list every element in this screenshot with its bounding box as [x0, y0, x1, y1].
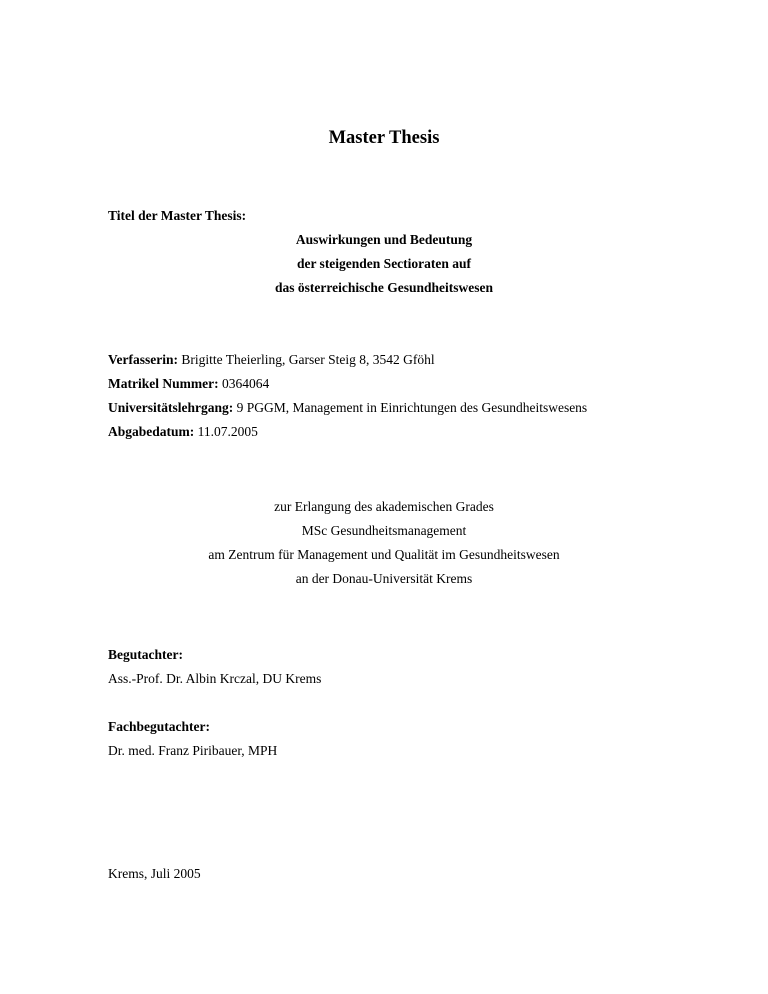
detail-row-author	[108, 352, 435, 368]
thesis-title-line: Auswirkungen und Bedeutung	[295, 232, 473, 247]
detail-row-submission-date	[108, 424, 258, 440]
thesis-title-line: der steigenden Sectioraten auf	[296, 256, 472, 271]
page-title: Master Thesis	[328, 128, 440, 148]
place-date: Krems, Juli 2005	[108, 866, 201, 881]
detail-row-matriculation	[108, 376, 269, 392]
thesis-title-label: Titel der Master Thesis:	[108, 208, 247, 223]
thesis-title-line: das österreichische Gesundheitswesen	[275, 280, 493, 295]
detail-label: Matrikel Nummer:	[108, 376, 219, 391]
detail-value: 9 PGGM, Management in Einrichtungen des Gesundheitswesens	[233, 400, 588, 415]
detail-label: Verfasserin:	[108, 352, 178, 367]
specialist-reviewer-label: Fachbegutachter:	[108, 719, 210, 734]
degree-line: am Zentrum für Management und Qualität im Gesundheitswesen	[208, 547, 560, 562]
detail-value: 0364064	[218, 376, 270, 391]
detail-label: Abgabedatum:	[108, 424, 195, 439]
specialist-reviewer-name: Dr. med. Franz Piribauer, MPH	[108, 743, 278, 758]
reviewer-name: Ass.-Prof. Dr. Albin Krczal, DU Krems	[108, 671, 322, 686]
degree-line: zur Erlangung des akademischen Grades	[274, 499, 494, 514]
detail-value: 11.07.2005	[194, 424, 258, 439]
reviewer-label: Begutachter:	[108, 647, 183, 662]
detail-value: Brigitte Theierling, Garser Steig 8, 3542 Gföhl	[178, 352, 435, 367]
degree-line: MSc Gesundheitsmanagement	[301, 523, 467, 538]
detail-label: Universitätslehrgang:	[108, 400, 234, 415]
degree-line: an der Donau-Universität Krems	[295, 571, 473, 586]
detail-row-course	[108, 400, 587, 416]
